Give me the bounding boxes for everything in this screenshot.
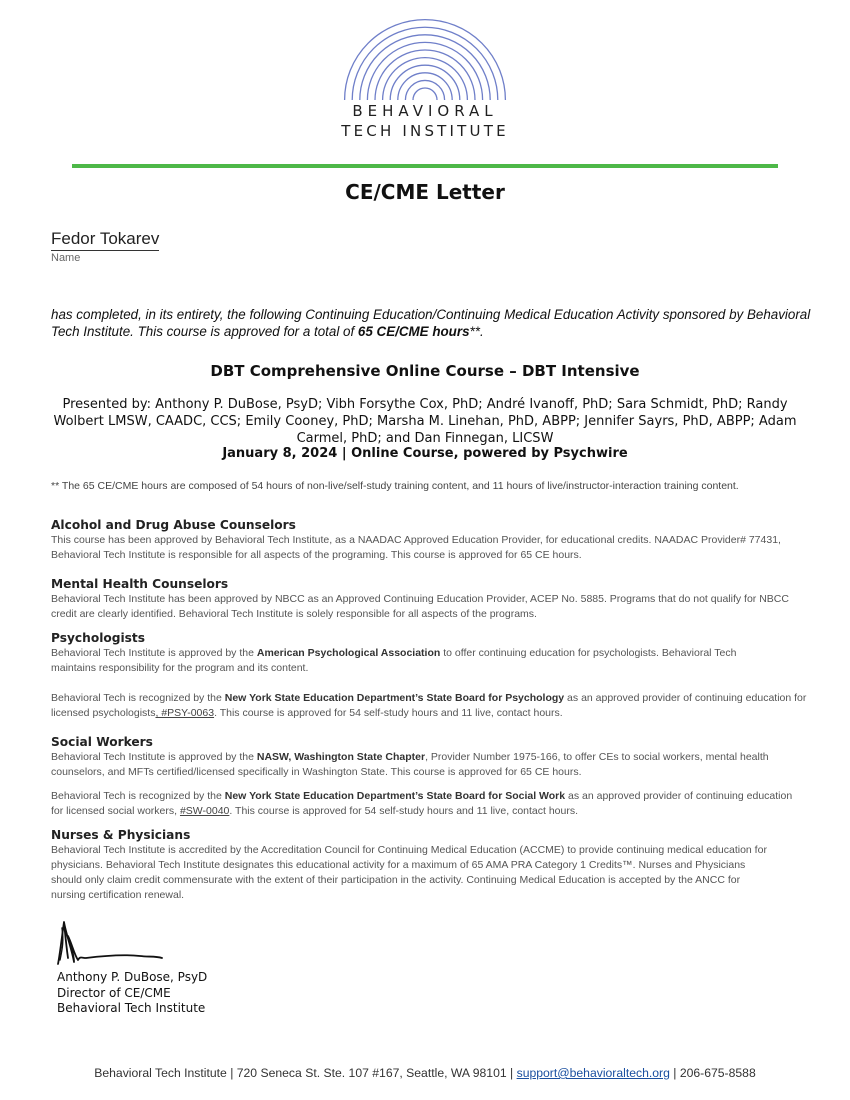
signer-block xyxy=(57,970,207,1017)
text-span: . This course is approved for 54 self-study hours and 11 live, contact hours. xyxy=(214,707,563,719)
section-mental-health xyxy=(51,577,806,622)
logo-arc xyxy=(390,65,460,100)
signer-name: Anthony P. DuBose, PsyD xyxy=(57,970,208,984)
support-email-link[interactable]: support@behavioraltech.org xyxy=(516,1066,670,1080)
completion-text: has completed, in its entirety, the following Continuing Education/Continuing Medical Education Activity sponsored by Behavioral Tech Institute. This course is approved for a total of xyxy=(51,307,811,339)
section-heading: Alcohol and Drug Abuse Counselors xyxy=(51,518,296,532)
signature xyxy=(52,914,172,975)
logo-arc xyxy=(383,58,468,100)
section-nurses-physicians xyxy=(51,828,776,903)
signature-icon xyxy=(52,914,172,970)
section-social-workers xyxy=(51,735,806,780)
recipient-name: Fedor Tokarev xyxy=(51,229,159,251)
ny-board-psychology: New York State Education Department’s State Board for Psychology xyxy=(224,692,565,704)
section-heading: Social Workers xyxy=(51,735,153,749)
section-text: Behavioral Tech Institute has been approved by NBCC as an Approved Continuing Education Provider, ACEP No. 5885. Programs that do not qualify for NBCC credit are clearly identified. Behavioral Tech Institute is solely responsible for all aspects of the programs. xyxy=(51,593,789,620)
section-psychologists-ny xyxy=(51,691,811,721)
signer-org: Behavioral Tech Institute xyxy=(57,1001,206,1015)
section-heading: Mental Health Counselors xyxy=(51,577,229,591)
course-date: January 8, 2024 | Online Course, powered by Psychwire xyxy=(222,446,628,461)
text-span: as an approved provider of continuing education for licensed social workers, xyxy=(51,790,793,817)
presenters: Presented by: Anthony P. DuBose, PsyD; Vibh Forsythe Cox, PhD; André Ivanoff, PhD; Sara Schmidt, PhD; Randy Wolbert LMSW, CAADC, CCS; Emily Cooney, PhD; Marsha M. Linehan, PhD, ABPP; Jennifer Sayrs, PhD, ABPP; Adam Carmel, PhD; and Dan Finnegan, LICSW xyxy=(53,397,797,446)
completion-suffix: **. xyxy=(469,324,484,339)
apa-name: American Psychological Association xyxy=(256,647,441,659)
ny-board-social-work: New York State Education Department’s State Board for Social Work xyxy=(224,790,566,802)
text-span: to offer continuing education for psychologists. Behavioral Tech maintains responsibility for the program and its content. xyxy=(51,647,737,674)
completion-statement xyxy=(51,306,811,340)
hours-footnote: ** The 65 CE/CME hours are composed of 54 hours of non-live/self-study training content, and 11 hours of live/instructor-interaction training content. xyxy=(51,480,739,492)
logo-text-tech-institute: TECH INSTITUTE xyxy=(341,122,509,140)
section-text: This course has been approved by Behavioral Tech Institute, as a NAADAC Approved Education Provider, for educational credits. NAADAC Provider# 77431, Behavioral Tech Institute is responsible for all aspects of the programing. This course is approved for 65 CE hours. xyxy=(51,534,781,561)
logo-text-behavioral: BEHAVIORAL xyxy=(352,102,498,120)
header-divider xyxy=(72,164,778,168)
text-span: Behavioral Tech is recognized by the xyxy=(51,790,225,802)
signer-title: Director of CE/CME xyxy=(57,985,171,1000)
text-span: Behavioral Tech Institute is approved by the xyxy=(51,647,257,659)
section-text: Behavioral Tech Institute is accredited by the Accreditation Council for Continuing Medical Education (ACCME) to provide continuing medical education for physicians. Behavioral Tech Institute designates this educational activity for a maximum of 65 AMA PRA Category 1 Credits™. Nurses and Physicians should only claim credit commensurate with the extent of their participation in the activity. Continuing Medical Education is accepted by the ANCC for nursing certification renewal. xyxy=(51,844,767,901)
course-title: DBT Comprehensive Online Course – DBT Intensive xyxy=(210,362,640,380)
section-heading: Nurses & Physicians xyxy=(51,828,191,842)
footer-address: Behavioral Tech Institute | 720 Seneca St. Ste. 107 #167, Seattle, WA 98101 | xyxy=(94,1066,517,1080)
text-span: Behavioral Tech is recognized by the xyxy=(51,692,225,704)
section-text xyxy=(51,750,806,780)
section-text xyxy=(51,646,771,676)
arcs-logo-icon xyxy=(325,14,525,100)
logo-arc xyxy=(405,80,444,100)
logo-arc xyxy=(360,35,490,100)
section-text xyxy=(51,691,811,721)
section-social-workers-ny xyxy=(51,789,806,819)
page-title: CE/CME Letter xyxy=(345,180,505,204)
nasw-name: NASW, Washington State Chapter xyxy=(256,751,426,763)
completion-hours: 65 CE/CME hours xyxy=(357,324,470,339)
text-span: , Provider Number 1975-166, to offer CEs to social workers, mental health counselors, and MFTs certified/licensed specifically in Washington State. This course is approved for 65 CE hours. xyxy=(51,751,769,778)
section-psychologists xyxy=(51,631,771,676)
logo-arc xyxy=(413,88,437,100)
logo xyxy=(0,14,850,140)
text-span: Behavioral Tech Institute is approved by the xyxy=(51,751,257,763)
recipient-name-label: Name xyxy=(51,252,81,264)
footer xyxy=(0,1066,850,1080)
sw-provider-number: #SW-0040 xyxy=(179,805,230,817)
section-text xyxy=(51,789,806,819)
text-span: . This course is approved for 54 self-study hours and 11 live, contact hours. xyxy=(229,805,579,817)
footer-phone: | 206-675-8588 xyxy=(669,1066,756,1080)
section-heading: Psychologists xyxy=(51,631,145,645)
section-alcohol-drug xyxy=(51,518,806,563)
text-span: as an approved provider of continuing education for licensed psychologists xyxy=(51,692,807,719)
psy-provider-number: , #PSY-0063 xyxy=(155,707,215,719)
